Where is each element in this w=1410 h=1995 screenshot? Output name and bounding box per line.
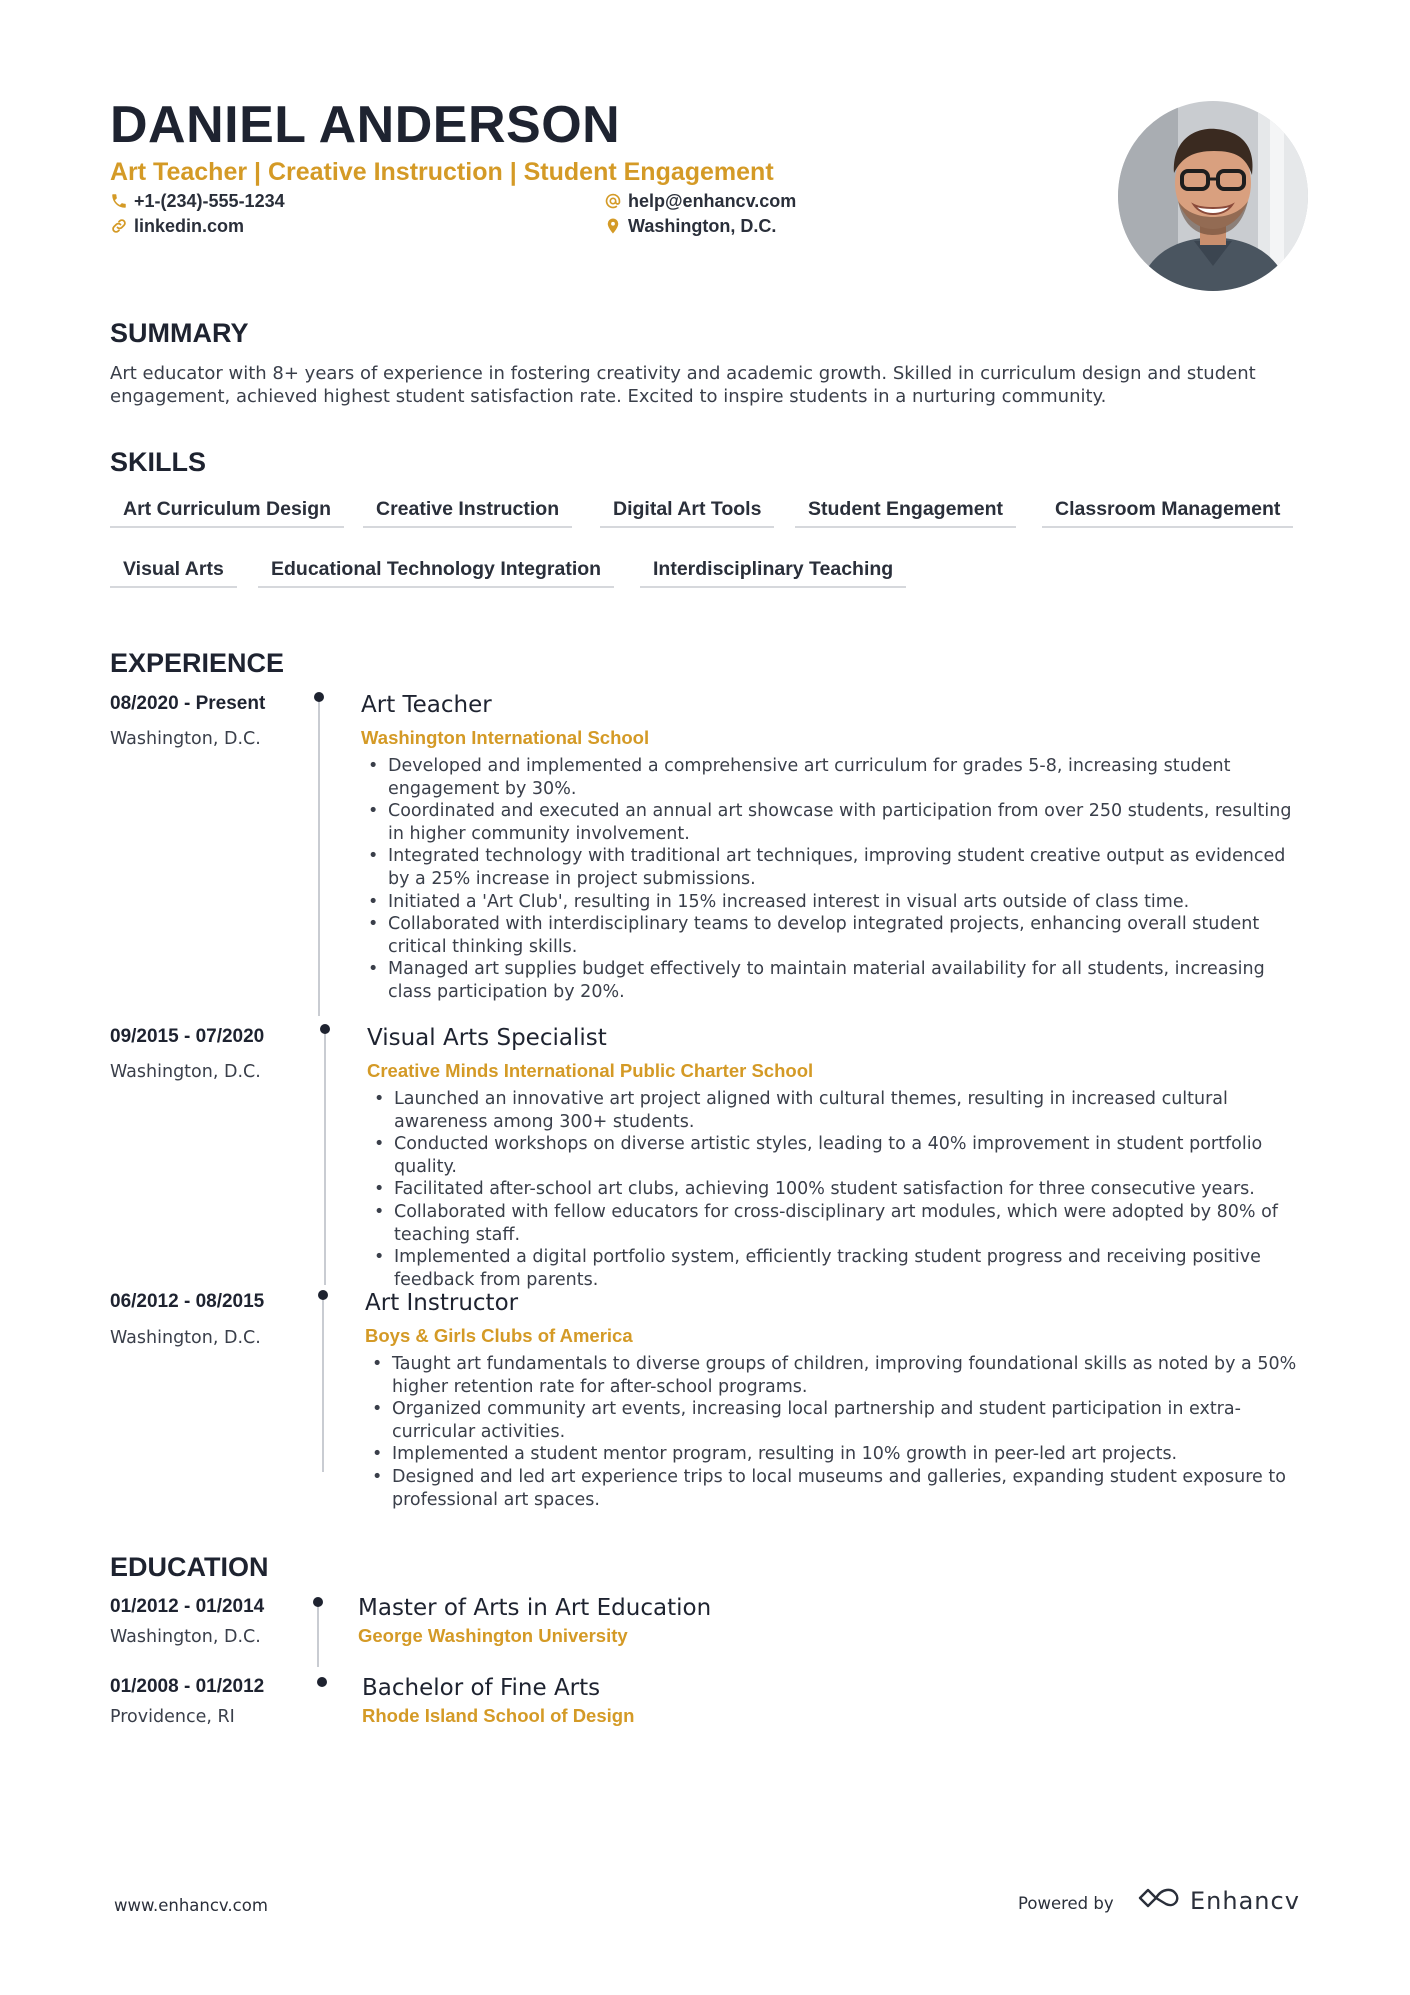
education-degree: Master of Arts in Art Education <box>358 1595 712 1621</box>
list-item: • Organized community art events, increasing local partnership and student participation in extra-curricular activities. <box>392 1398 1312 1443</box>
summary-heading: SUMMARY <box>110 318 249 348</box>
list-item: • Integrated technology with traditional art techniques, improving student creative output as evidenced by a 25% increase in project submissions. <box>388 845 1308 890</box>
timeline-dot <box>313 1597 323 1607</box>
footer-brand[interactable] <box>1136 1886 1300 1915</box>
skill-tag: Classroom Management <box>1042 494 1293 528</box>
list-item: • Developed and implemented a comprehensive art curriculum for grades 5-8, increasing student engagement by 30%. <box>388 755 1308 800</box>
summary-text: Art educator with 8+ years of experience in fostering creativity and academic growth. Skilled in curriculum design and student engagement, achieved highest student satisfaction rate. Excited to inspire students in a nurturing community. <box>110 363 1256 407</box>
job-role: Art Teacher <box>361 692 492 718</box>
education-school: Rhode Island School of Design <box>362 1705 635 1726</box>
timeline-dot <box>318 1290 328 1300</box>
contact-phone <box>110 189 285 213</box>
list-item: • Conducted workshops on diverse artistic styles, leading to a 40% improvement in student portfolio quality. <box>394 1133 1314 1178</box>
contact-location <box>604 214 776 238</box>
timeline-dot <box>317 1677 327 1687</box>
job-bullets <box>369 1088 1314 1291</box>
list-item: • Collaborated with fellow educators for cross-disciplinary art modules, which were adopted by 80% of teaching staff. <box>394 1201 1314 1246</box>
timeline-line <box>317 1603 319 1667</box>
job-bullets <box>367 1353 1312 1511</box>
job-role: Visual Arts Specialist <box>367 1025 607 1051</box>
education-dates: 01/2012 - 01/2014 <box>110 1596 265 1617</box>
job-bullets <box>363 755 1308 1004</box>
footer-powered-by: Powered by <box>1018 1894 1114 1913</box>
profile-photo <box>1118 101 1308 291</box>
job-company: Creative Minds International Public Charter School <box>367 1060 814 1081</box>
list-item: • Implemented a student mentor program, resulting in 10% growth in peer-led art projects. <box>392 1443 1312 1466</box>
skill-tag: Student Engagement <box>795 494 1016 528</box>
list-item: • Coordinated and executed an annual art showcase with participation from over 250 students, resulting in higher community involvement. <box>388 800 1308 845</box>
timeline-dot <box>320 1024 330 1034</box>
candidate-tagline: Art Teacher | Creative Instruction | Student Engagement <box>110 158 774 186</box>
skill-tag: Interdisciplinary Teaching <box>640 554 906 588</box>
timeline-line <box>318 698 320 1016</box>
education-location: Providence, RI <box>110 1707 235 1727</box>
linkedin-text[interactable]: linkedin.com <box>134 216 245 236</box>
list-item: • Collaborated with interdisciplinary teams to develop integrated projects, enhancing overall student critical thinking skills. <box>388 913 1308 958</box>
at-icon <box>604 192 622 210</box>
job-dates: 06/2012 - 08/2015 <box>110 1291 265 1312</box>
list-item: • Implemented a digital portfolio system, efficiently tracking student progress and receiving positive feedback from parents. <box>394 1246 1314 1291</box>
enhancv-logo-icon <box>1136 1886 1182 1915</box>
skill-tag: Visual Arts <box>110 554 237 588</box>
list-item: • Designed and led art experience trips to local museums and galleries, expanding student exposure to professional art spaces. <box>392 1466 1312 1511</box>
phone-icon <box>110 192 128 210</box>
job-role: Art Instructor <box>365 1290 519 1316</box>
list-item: • Launched an innovative art project aligned with cultural themes, resulting in increased cultural awareness among 300+ students. <box>394 1088 1314 1133</box>
list-item: • Managed art supplies budget effectively to maintain material availability for all students, increasing class participation by 20%. <box>388 958 1308 1003</box>
footer-website[interactable]: www.enhancv.com <box>114 1896 268 1915</box>
link-icon <box>110 217 128 235</box>
contact-linkedin[interactable] <box>110 214 244 238</box>
list-item: • Initiated a 'Art Club', resulting in 15% increased interest in visual arts outside of class time. <box>388 891 1308 914</box>
job-location: Washington, D.C. <box>110 729 261 749</box>
timeline-dot <box>314 692 324 702</box>
email-text[interactable]: help@enhancv.com <box>628 191 797 211</box>
skill-tag: Educational Technology Integration <box>258 554 614 588</box>
timeline-line <box>322 1296 324 1472</box>
education-school: George Washington University <box>358 1625 628 1646</box>
skills-heading: SKILLS <box>110 447 207 477</box>
job-dates: 08/2020 - Present <box>110 693 266 714</box>
job-company: Washington International School <box>361 727 650 748</box>
skill-tag: Creative Instruction <box>363 494 572 528</box>
skill-tag: Art Curriculum Design <box>110 494 344 528</box>
job-company: Boys & Girls Clubs of America <box>365 1325 633 1346</box>
skill-tag: Digital Art Tools <box>600 494 774 528</box>
education-heading: EDUCATION <box>110 1552 269 1582</box>
list-item: • Taught art fundamentals to diverse groups of children, improving foundational skills as noted by a 50% higher retention rate for after-school programs. <box>392 1353 1312 1398</box>
job-location: Washington, D.C. <box>110 1328 261 1348</box>
list-item: • Facilitated after-school art clubs, achieving 100% student satisfaction for three consecutive years. <box>394 1178 1314 1201</box>
brand-name: Enhancv <box>1190 1886 1300 1915</box>
location-pin-icon <box>604 217 622 235</box>
contact-email[interactable] <box>604 189 796 213</box>
job-location: Washington, D.C. <box>110 1062 261 1082</box>
location-text: Washington, D.C. <box>628 216 777 236</box>
education-degree: Bachelor of Fine Arts <box>362 1675 601 1701</box>
job-dates: 09/2015 - 07/2020 <box>110 1026 265 1047</box>
timeline-line <box>324 1030 326 1285</box>
phone-text: +1-(234)-555-1234 <box>134 191 285 211</box>
experience-heading: EXPERIENCE <box>110 648 285 678</box>
education-dates: 01/2008 - 01/2012 <box>110 1676 265 1697</box>
candidate-name: DANIEL ANDERSON <box>110 96 621 154</box>
education-location: Washington, D.C. <box>110 1627 261 1647</box>
